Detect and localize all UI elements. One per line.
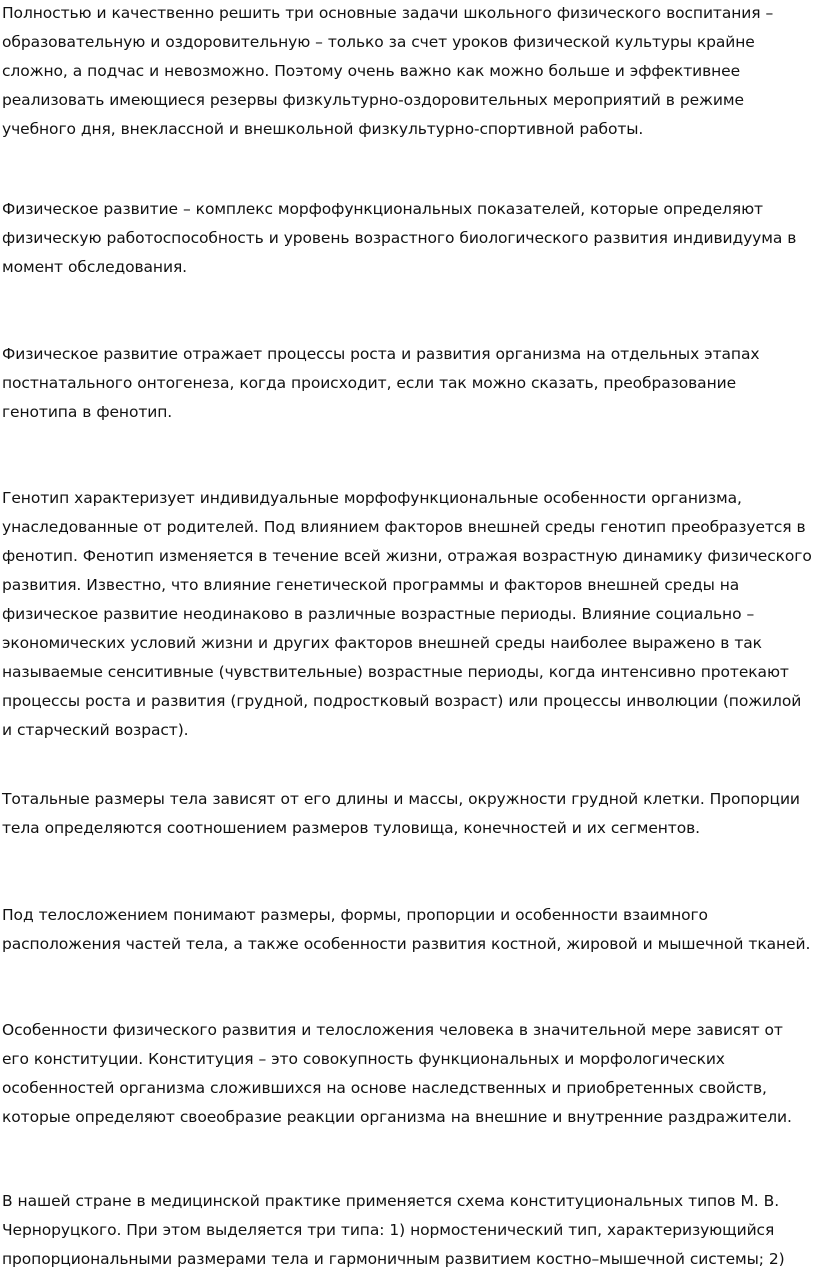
paragraph-physical-development-definition: Физическое развитие – комплекс морфофункциональных показателей, которые определяют физическую работоспособность и уровень возрастного биологического развития индивидуума в момент обследования.: [2, 200, 797, 276]
paragraph-genotype-phenotype: Генотип характеризует индивидуальные морфофункциональные особенности организма, унаследованные от родителей. Под влиянием факторов внешней среды генотип преобразуется в фенотип. Фенотип изменяется в течение всей жизни, отражая возрастную динамику физического развития. Известно, что влияние генетической программы и факторов внешней среды на физическое развитие неодинаково в различные возрастные периоды. Влияние социально – экономических условий жизни и других факторов внешней среды наиболее выражено в так называемые сенситивные (чувствительные) возрастные периоды, когда интенсивно протекают процессы роста и развития (грудной, подростковый возраст) или процессы инволюции (пожилой и старческий возраст).: [2, 489, 812, 739]
paragraph-constitutional-types: В нашей стране в медицинской практике применяется схема конституциональных типов М. В. Черноруцкого. При этом выделяется три типа: 1) нормостенический тип, характеризующийся пропорциональными размерами тела и гармоничным развитием костно–мышечной системы; 2): [2, 1192, 785, 1268]
paragraph-constitution: Особенности физического развития и телосложения человека в значительной мере зависят от его конституции. Конституция – это совокупность функциональных и морфологических особенностей организма сложившихся на основе наследственных и приобретенных свойств, которые определяют своеобразие реакции организма на внешние и внутренние раздражители.: [2, 1021, 792, 1126]
paragraph-total-body-size: Тотальные размеры тела зависят от его длины и массы, окружности грудной клетки. Пропорции тела определяются соотношением размеров туловища, конечностей и их сегментов.: [2, 790, 800, 837]
paragraph-growth-processes: Физическое развитие отражает процессы роста и развития организма на отдельных этапах постнатального онтогенеза, когда происходит, если так можно сказать, преобразование генотипа в фенотип.: [2, 345, 760, 421]
paragraph-body-build: Под телосложением понимают размеры, формы, пропорции и особенности взаимного расположения частей тела, а также особенности развития костной, жировой и мышечной тканей.: [2, 906, 811, 953]
paragraph-school-physical-education: Полностью и качественно решить три основные задачи школьного физического воспитания – образовательную и оздоровительную – только за счет уроков физической культуры крайне сложно, а подчас и невозможно. Поэтому очень важно как можно больше и эффективнее реализовать имеющиеся резервы физкультурно-оздоровительных мероприятий в режиме учебного дня, внеклассной и внешкольной физкультурно-спортивной работы.: [2, 4, 774, 138]
